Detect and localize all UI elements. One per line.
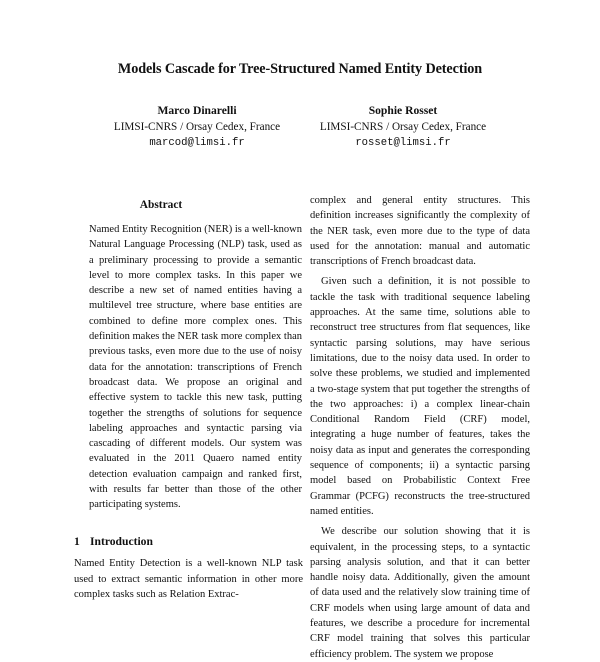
author-affiliation: LIMSI-CNRS / Orsay Cedex, France: [113, 121, 281, 133]
author-email: rosset@limsi.fr: [355, 137, 451, 149]
author-block-1: [82, 103, 312, 151]
author-block-2: [288, 103, 518, 151]
author-email: marcod@limsi.fr: [149, 137, 245, 149]
paper-title: Models Cascade for Tree-Structured Named Entity Detection: [117, 61, 483, 77]
abstract-text: [89, 222, 302, 513]
right-column-paragraph-1: complex and general entity structures. This definition increases significantly the complexity of the NER task, even more due to the type of data used for the annotation: manual and automatic transcriptions of French broadcast data.: [310, 195, 530, 268]
right-column-paragraph-3: We describe our solution showing that it is equivalent, in the processing steps, to a syntactic parsing analysis solution, and that it can better handle noisy data. Additionally, given the amount of data used and the relatively slow training time of CRF models when using large amount of data and features, we describe a procedure for incremental CRF model training that solves this particular efficiency problem. The system we propose: [310, 526, 530, 660]
section-heading-introduction: [74, 535, 153, 548]
author-affiliation: LIMSI-CNRS / Orsay Cedex, France: [319, 121, 487, 133]
author-name: Marco Dinarelli: [157, 104, 237, 117]
introduction-paragraph: Named Entity Detection is a well-known NLP task used to extract semantic information in other more complex tasks such as Relation Extrac-: [74, 558, 303, 600]
right-column: [310, 193, 530, 662]
abstract-paragraph: Named Entity Recognition (NER) is a well-known Natural Language Processing (NLP) task, used as a preliminary processing to provide a semantic level to more complex tasks. In this paper we describe a new set of named entities having a multilevel tree structure, where base entities are combined to define more complex ones. This definition makes the NER task more complex than previous tasks, even more due to the use of noisy data for the annotation: transcriptions of French broadcast data. We propose an original and effective system to tackle this new task, putting together the strengths of solutions for sequence labeling approaches and syntactic parsing via cascading of different models. Our system was evaluated in the 2011 Quaero named entity detection evaluation campaign and ranked first, with results far better than those of the other participating systems.: [89, 224, 302, 511]
abstract-heading: Abstract: [139, 199, 183, 211]
section-title: Introduction: [90, 535, 153, 548]
section-number: 1: [74, 535, 80, 548]
right-column-paragraph-2: Given such a definition, it is not possible to tackle the task with traditional sequence labeling approaches. At the same time, solutions able to reconstruct tree structures from flat sequences, like syntactic parsing solutions, may have serious limitations, due to the noisy data used. In order to solve these problems, we studied and implemented a two-stage system that put together the strengths of the two approaches: i) a complex linear-chain Conditional Random Field (CRF) model, integrating a huge number of features, takes the noisy data as input and generates the corresponding sequence of components; ii) a syntactic parsing model based on Probabilistic Context Free Grammar (PCFG) reconstructs the tree-structured named entities.: [310, 276, 530, 517]
author-name: Sophie Rosset: [368, 104, 438, 117]
introduction-text: [74, 556, 303, 603]
